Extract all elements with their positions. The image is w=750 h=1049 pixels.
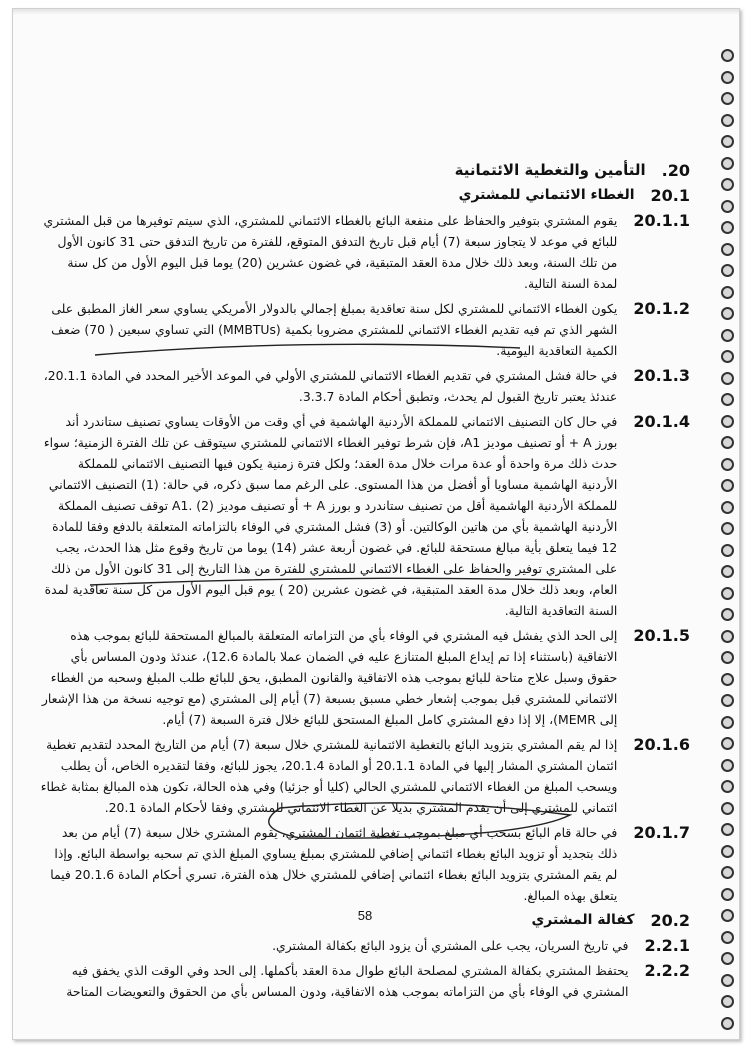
binder-hole xyxy=(721,909,734,922)
binder-hole xyxy=(721,995,734,1008)
clause-text: إلى الحد الذي يفشل فيه المشتري في الوفاء بأي من التزاماته المتعلقة بالمبالغ المستحقة للبائع بموجب هذه الاتفاقية (باستثناء إذا تم إيداع المبلغ المتنازع عليه في الضمان عملا بالمادة 12.6)، عندئذ ودون المساس بأي حقوق وسبل علاج متاحة للبائع بموجب هذه الاتفاقية والقانون المطبق، يحق للبائع طلب المبلغ وسحبه من الغطاء الائتماني للمشتري قبل بموجب إشعار خطي مسبق بسبعة (7) أيام إلى المشتري (مع توجيه نسخة من هذا الإشعار إلى MEMR)، إلا إذا دفع المشتري كامل المبلغ المستحق للبائع خلال فترة السبعة (7) أيام. xyxy=(41,628,618,727)
document-body xyxy=(40,160,690,1006)
binder-hole xyxy=(721,952,734,965)
clause-number: 20.1.6 xyxy=(633,735,690,754)
clause-number: 20.1.3 xyxy=(633,366,690,385)
binder-hole xyxy=(721,264,734,277)
clause-text: يقوم المشتري بتوفير والحفاظ على منفعة البائع بالغطاء الائتماني للمشتري، الذي سيتم توفيرها من قبل المشتري للبائع في موعد لا يتجاوز سبعة (7) أيام قبل تاريخ التدفق المتوقع، للفترة من تاريخ التدفق حتى 31 كانون الأول من تلك السنة، وبعد ذلك خلال مدة العقد المتبقية، في غضون عشرين (20) يوما قبل اليوم الأول من كل سنة لمدة السنة التالية. xyxy=(43,213,618,291)
binder-hole xyxy=(721,393,734,406)
binder-hole xyxy=(721,737,734,750)
binder-hole xyxy=(721,200,734,213)
binder-hole xyxy=(721,888,734,901)
binder-hole xyxy=(721,565,734,578)
binder-hole xyxy=(721,415,734,428)
clause-20-1-7 xyxy=(40,822,690,906)
clause-text: إذا لم يقم المشتري بتزويد البائع بالتغطية الائتمانية للمشتري خلال سبعة (7) أيام من التاريخ المحدد لتقديم تغطية ائتمان المشتري المشار إليها في المادة 20.1.1 أو المادة 20.1.4، يجوز للبائع، وفقا لتقديره الخاص، أن يطلب ويسحب المبلغ من الغطاء الائتماني للمشتري الحالي (كليا أو جزئيا) وفي هذه الحالة، تكون هذه المبالغ بمثابة غطاء ائتماني للمشتري إلى أن يقدم المشتري بديلا عن الغطاء الائتماني للمشتري وفقا لأحكام المادة 20.1. xyxy=(40,737,618,815)
clause-20-1-1 xyxy=(40,210,690,294)
subsection-number: 20.2 xyxy=(650,911,690,930)
binder-hole xyxy=(721,436,734,449)
clause-2-2-2 xyxy=(40,960,690,1002)
binder-hole xyxy=(721,780,734,793)
binder-hole xyxy=(721,114,734,127)
binder-hole xyxy=(721,1017,734,1030)
binder-hole xyxy=(721,458,734,471)
subsection-title: كفالة المشتري xyxy=(531,912,635,928)
binder-hole xyxy=(721,802,734,815)
binder-hole xyxy=(721,479,734,492)
clause-2-2-1 xyxy=(40,935,690,956)
binder-hole xyxy=(721,135,734,148)
clause-20-1-2 xyxy=(40,298,690,361)
clause-20-1-6 xyxy=(40,734,690,818)
binder-hole xyxy=(721,71,734,84)
clause-number: 2.2.2 xyxy=(644,961,690,980)
clause-text: في حالة فشل المشتري في تقديم الغطاء الائتماني للمشتري الأولي في الموعد الأخير المحدد في المادة 20.1.1، عندئذ يعتبر تاريخ القبول لم يحدث، وتطبق أحكام المادة 3.3.7. xyxy=(43,368,618,404)
clause-number: 2.2.1 xyxy=(644,936,690,955)
clause-text: في حالة قام البائع بسحب أي مبلغ بموجب تغطية ائتمان المشتري، يقوم المشتري خلال سبعة (7) أيام من بعد ذلك بتجديد أو تزويد البائع بغطاء ائتماني إضافي للمشتري بمبلغ يساوي المبلغ الذي تم سحبه بواسطة البائع. وإذا لم يقم المشتري بتزويد البائع بغطاء ائتماني إضافي للمشتري خلال هذه الفترة، تسري أحكام المادة 20.1.6 فيما يتعلق بهذه المبالغ. xyxy=(50,825,618,903)
binder-hole xyxy=(721,286,734,299)
subsection-title: الغطاء الائتماني للمشتري xyxy=(458,187,635,203)
binder-hole xyxy=(721,759,734,772)
binder-hole xyxy=(721,866,734,879)
clause-number: 20.1.2 xyxy=(633,299,690,318)
binder-hole xyxy=(721,823,734,836)
subsection-heading xyxy=(40,185,690,206)
binder-hole xyxy=(721,178,734,191)
clause-number: 20.1.7 xyxy=(633,823,690,842)
binder-hole xyxy=(721,243,734,256)
binder-hole xyxy=(721,329,734,342)
clause-text: يحتفظ المشتري بكفالة المشتري لمصلحة البائع طوال مدة العقد بأكملها. إلى الحد وفي الوقت الذي يخفق فيه المشتري في الوفاء بأي من التزاماته بموجب هذه الاتفاقية، ودون المساس بأي من الحقوق والتعويضات المتاحة xyxy=(66,963,629,999)
binder-hole xyxy=(721,974,734,987)
binder-hole xyxy=(721,307,734,320)
section-title: التأمين والتغطية الائتمانية xyxy=(454,161,646,179)
binder-hole xyxy=(721,716,734,729)
binder-hole xyxy=(721,694,734,707)
binder-holes xyxy=(721,49,741,1039)
binder-hole xyxy=(721,92,734,105)
clause-text: يكون الغطاء الائتماني للمشتري لكل سنة تعاقدية بمبلغ إجمالي بالدولار الأمريكي يساوي سعر الغاز المطبق على الشهر الذي تم فيه تقديم الغطاء الائتماني للمشتري مضروبا بكمية (MMBTUs) التي تساوي سبعين ( 70) ضعف الكمية التعاقدية اليومية. xyxy=(51,301,618,358)
clause-number: 20.1.4 xyxy=(633,412,690,431)
clause-number: 20.1.1 xyxy=(633,211,690,230)
binder-hole xyxy=(721,350,734,363)
binder-hole xyxy=(721,931,734,944)
binder-hole xyxy=(721,221,734,234)
binder-hole xyxy=(721,608,734,621)
clause-text: في تاريخ السريان، يجب على المشتري أن يزود البائع بكفالة المشتري. xyxy=(272,938,629,953)
clause-text: في حال كان التصنيف الائتماني للمملكة الأردنية الهاشمية في أي وقت من الأوقات يساوي تصنيف ستاندرد أند بورز A + أو تصنيف موديز A1، فإن شرط توفير الغطاء الائتماني للمشتري سيتوقف عن تلك الفترة الزمنية؛ سواء حدث ذلك مرة واحدة أو عدة مرات خلال مدة العقد؛ ولكل فترة زمنية يكون فيها التصنيف الائتماني للمملكة الأردنية الهاشمية مساويا أو أفضل من هذا المستوى. على الرغم مما سبق ذكره، في حالة: (1) التصنيف الائتماني للمملكة الأردنية الهاشمية أقل من تصنيف ستاندرد و بورز A + أو تصنيف موديز A1. (2) توقف تصنيف المملكة الأردنية الهاشمية بأي من هاتين الوكالتين. أو (3) فشل المشتري في الوفاء بالتزاماته المتعلقة بالدفع وفقا للمادة 12 فيما يتعلق بأية مبالغ مستحقة للبائع. في غضون أربعة عشر (14) يوما من تاريخ وقوع مثل هذا الحدث، يجب على المشتري توفير والحفاظ على الغطاء الائتماني للمشتري للفترة من هذا التاريخ إلى 31 كانون الأول من ذلك العام، وبعد ذلك خلال مدة العقد المتبقية، في غضون عشرين (20 ) يوم قبل اليوم الأول من كل سنة تعاقدية لمدة السنة التعاقدية التالية. xyxy=(43,414,618,618)
clause-20-1-3 xyxy=(40,365,690,407)
clause-number: 20.1.5 xyxy=(633,626,690,645)
clause-20-1-4 xyxy=(40,411,690,621)
binder-hole xyxy=(721,544,734,557)
binder-hole xyxy=(721,49,734,62)
section-number: .20 xyxy=(661,161,690,180)
binder-hole xyxy=(721,501,734,514)
binder-hole xyxy=(721,372,734,385)
binder-hole xyxy=(721,673,734,686)
binder-hole xyxy=(721,157,734,170)
binder-hole xyxy=(721,522,734,535)
clause-20-1-5 xyxy=(40,625,690,730)
binder-hole xyxy=(721,587,734,600)
section-heading xyxy=(40,160,690,181)
binder-hole xyxy=(721,845,734,858)
page-number: 58 xyxy=(357,908,373,923)
binder-hole xyxy=(721,630,734,643)
subsection-number: 20.1 xyxy=(650,186,690,205)
binder-hole xyxy=(721,651,734,664)
